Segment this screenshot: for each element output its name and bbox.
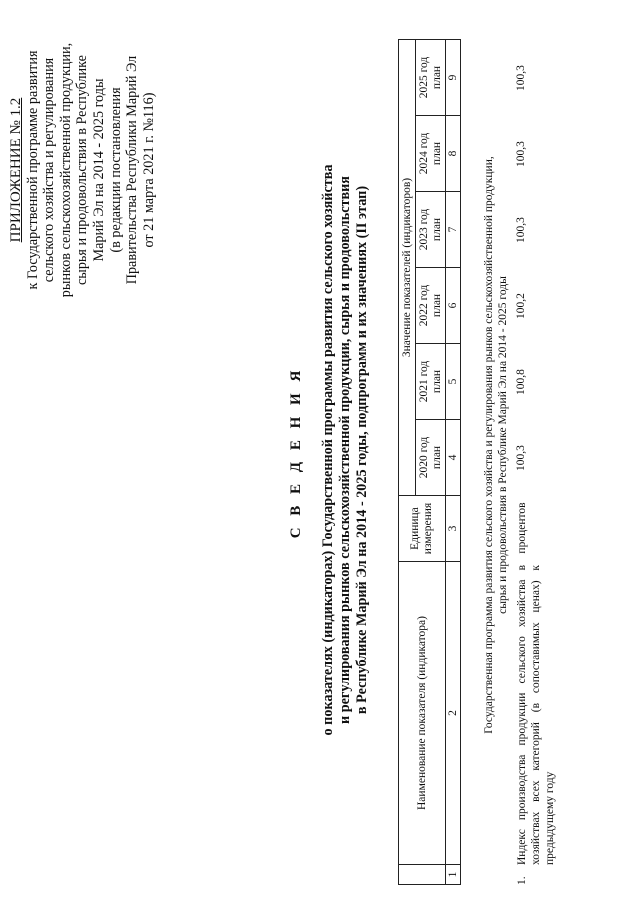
appendix-line: к Государственной программе развития xyxy=(24,50,41,290)
header-year-cell xyxy=(416,116,446,192)
value-2022: 100,2 xyxy=(515,293,527,319)
indicator-name: Индекс производства продукции сельского хозяйства в хозяйствах всех категорий (в сопоставимых ценах) к предыдущему году xyxy=(516,565,556,865)
year-label: 2023 год xyxy=(417,208,430,251)
header-year-cell xyxy=(416,344,446,420)
appendix-line: Марий Эл на 2014 - 2025 годы xyxy=(90,78,107,262)
column-number: 7 xyxy=(446,192,461,268)
appendix-line: сельского хозяйства и регулирования xyxy=(41,57,58,283)
row-number: 1. xyxy=(516,876,528,885)
value-2024: 100,3 xyxy=(515,141,527,167)
document-heading xyxy=(320,125,371,775)
program-caption-line: Государственная программа развития сельского хозяйства и регулирования рынков сельскохозяйственной продукции, xyxy=(483,156,495,734)
year-label: 2020 год xyxy=(417,436,430,479)
column-number: 3 xyxy=(446,496,461,562)
header-indicator-name: Наименование показателя (индикатора) xyxy=(399,562,446,865)
value-2021: 100,8 xyxy=(515,369,527,395)
heading-line: о показателях (индикаторах) Государственной программы развития сельского хозяйства xyxy=(320,164,336,736)
column-number: 1 xyxy=(446,865,461,885)
appendix-line: от 21 марта 2021 г. №116) xyxy=(140,92,157,248)
appendix-line: сырья и продовольствия в Республике xyxy=(74,55,91,285)
column-number: 8 xyxy=(446,116,461,192)
column-number: 6 xyxy=(446,268,461,344)
column-number: 2 xyxy=(446,562,461,865)
header-year-cell xyxy=(416,420,446,496)
column-number: 4 xyxy=(446,420,461,496)
document-title: С В Е Д Е Н И Я xyxy=(288,366,304,539)
year-label: 2021 год xyxy=(417,360,430,403)
plan-label: план xyxy=(430,369,443,394)
column-number: 9 xyxy=(446,40,461,116)
header-unit: Единица измерения xyxy=(399,496,446,562)
program-caption-line: сырья и продовольствия в Республике Марий Эл на 2014 - 2025 годы xyxy=(497,276,509,614)
appendix-line: рынков сельскохозяйственной продукции, xyxy=(57,42,74,298)
appendix-line: (в редакции постановления xyxy=(107,87,124,253)
value-2025: 100,3 xyxy=(515,65,527,91)
plan-label: план xyxy=(430,293,443,318)
header-values-group: Значение показателей (индикаторов) xyxy=(399,40,416,496)
heading-line: в Республике Марий Эл на 2014 - 2025 годы, подпрограмм и их значениях (II этап) xyxy=(354,185,370,715)
header-year-cell xyxy=(416,40,446,116)
header-year-cell xyxy=(416,192,446,268)
column-number: 5 xyxy=(446,344,461,420)
value-2023: 100,3 xyxy=(515,217,527,243)
value-2020: 100,3 xyxy=(515,445,527,471)
header-year-cell xyxy=(416,268,446,344)
plan-label: план xyxy=(430,65,443,90)
year-label: 2022 год xyxy=(417,284,430,327)
indicators-table xyxy=(398,39,461,885)
heading-line: и регулирования рынков сельскохозяйственной продукции, сырья и продовольствия xyxy=(337,176,353,725)
appendix-title: ПРИЛОЖЕНИЕ № 1.2 xyxy=(8,97,24,243)
year-label: 2024 год xyxy=(417,132,430,175)
program-caption xyxy=(482,85,510,805)
appendix-line: Правительства Республики Марий Эл xyxy=(124,55,141,285)
plan-label: план xyxy=(430,141,443,166)
plan-label: план xyxy=(430,217,443,242)
table-header-blank xyxy=(399,865,446,885)
indicator-unit: процентов xyxy=(516,502,528,554)
plan-label: план xyxy=(430,445,443,470)
appendix-block xyxy=(8,35,157,305)
year-label: 2025 год xyxy=(417,56,430,99)
